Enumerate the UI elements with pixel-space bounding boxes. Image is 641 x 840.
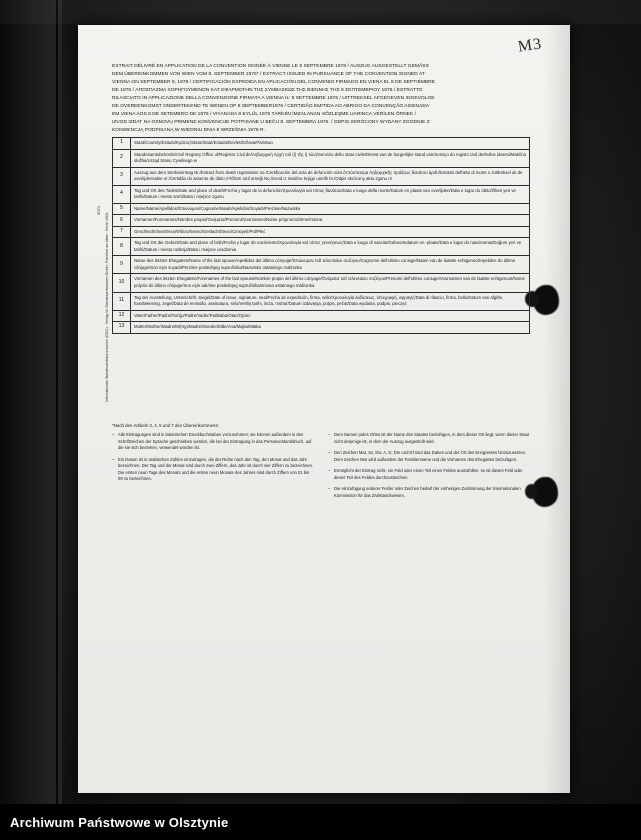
header-line: DEM ÜBEREINKOMMEN VON WIEN VOM 8. SEPTEMBER 1976* / EXTRACT ISSUED IN PURSUANCE OF THE CONVENTION SIGNED AT <box>112 71 425 77</box>
footnote-text: Alle Eintragungen sind in lateinischen Druckbuchstaben vorzunehmen; sie können außerdem in den Schriftzeichen der Sprache geschrieben werden, die bei der Eintragung in das Personenstandsbuch, auf die sie sich beziehen, verwendet worden ist. <box>118 432 312 450</box>
footnote-item <box>328 486 530 499</box>
row-number: 3 <box>113 167 131 185</box>
table-row <box>113 138 530 150</box>
footnote-item <box>328 450 530 463</box>
table-row <box>113 274 530 292</box>
table-row <box>113 167 530 185</box>
archive-caption-bar <box>0 804 641 840</box>
bullet-dash-icon: – <box>328 450 331 455</box>
footnote-text: Dem Namen jedes Ortes ist der Name des Staates beizufügen, in dem dieser Ort liegt, wenn dieser Staat nicht derjenige ist, in dem der Auszug ausgestellt wird. <box>334 432 530 444</box>
bullet-dash-icon: – <box>328 432 331 437</box>
row-label: Geschlecht/Sex/Sexo/Φῦλον/Sesso/Geslacht/Sexo/Cinsiyeti/Pol/Płeć <box>131 226 530 238</box>
table-row <box>113 226 530 238</box>
document-page <box>78 25 570 793</box>
footnote-column-left <box>112 432 314 504</box>
footnote-column-right <box>328 432 530 504</box>
form-number: 5074 <box>96 206 101 215</box>
form-fields-table <box>112 137 530 334</box>
table-row <box>113 185 530 203</box>
row-number: 2 <box>113 149 131 167</box>
row-number: 9 <box>113 256 131 274</box>
archive-caption-text: Archiwum Państwowe w Olsztynie <box>10 814 229 830</box>
row-label: Tag und Ort des Todes/Date and place of death/Fecha y lugar de la defunción/Χρονολογία καὶ τόπος θανάτου/Data e luogo della morte/Datum en plaats van overlijden/Data e lugar do óbito/Ölüm yeri ve tarihi/Datum i mesto smrti/Data i miejsce zgonu <box>131 185 530 203</box>
bullet-dash-icon: – <box>328 486 331 491</box>
bullet-dash-icon: – <box>112 456 115 462</box>
bullet-dash-icon: – <box>112 432 115 437</box>
row-number: 1 <box>113 138 131 150</box>
footnote-item <box>328 432 530 445</box>
footnote-text: Ein Datum ist in arabischen Zahlen einzutragen, die der Reihe nach den Tag, den Monat und das Jahr bezeichnen. Der Tag und der Monat sind durch zwei Ziffern, das Jahr ist durch vier Ziffern zu bezeichnen. Die ersten neun Tage des Monats und die ersten neun Monate des Jahres sind durch Ziffern von 01 bis 09 zu bezeichnen. <box>118 456 314 481</box>
header-line: EM VIENA AOS 8 DE SETEMBRO DE 1976 / VIYANADA 8 EYLÜL 1976 TARİHİN İMZALANAN SÖZLEŞME UARINCA VERİLEN ÖRNEK / <box>112 111 416 117</box>
footnote-item <box>328 468 530 481</box>
row-label: Name des letzten Ehegatten/Name of the last spouse/Apellidos del último cónyuge/Ἐπώνυμον τοῦ τελευταίου συζύγου/Cognome dell'ultimo coniuge/Naam van de laatste echtgenoot/Apelidos do último cônjuge/Son eşin soyadı/Prezime poslednjeg supružnika/Nazwisko ostatniego małżonka <box>131 256 530 274</box>
row-label: Tag und Ort der Geburt/Date and place of birth/Fecha y lugar de nacimiento/Χρονολογία καὶ τόπος γεννήσεως/Data e luogo di nascita/Geboortedatum en -plaats/Data e lugar do nascimento/Doğum yeri ve tarihi/Datum i mesto rođenja/Data i miejsce urodzenia <box>131 238 530 256</box>
row-number: 10 <box>113 274 131 292</box>
row-label: Standesamtsbehörde/Civil Registry Office of/Registro Civil de/Ληξιαρχική Αρχή τοῦ (ἤ τῆς ἤ τῶν)/Servizio dello stato civile/Dienst van de burgerlijke stand van/Serviço do registo civil de/Nüfus İdaresi/Matična služba/Urząd Stanu Cywilnego w <box>131 149 530 167</box>
publisher-credit: Internationale Standesamtskommission (CIEC) · Verlag für Standesamtswesen GmbH, Frankfurt am Main · Berlin 2004 <box>105 212 109 402</box>
row-label: Mutter/Mother/Madre/Μήτηρ/Madre/Moeder/Mãe/Ana/Majka/Matka <box>131 322 530 334</box>
footnote-text: Ermöglicht der Eintrag nicht, ein Feld oder einen Teil eines Feldes auszufüllen, so ist dieses Feld oder dieser Teil des Feldes durchzustreichen. <box>334 468 523 480</box>
table-row <box>113 203 530 215</box>
footnotes <box>112 423 530 504</box>
header-line: IZVOD IZDAT NA OSNOVU PRIMENE KONVENCIJE POTPISANE U BEČU 8. SEPTEMBRA 1976. / ODPIS SKRÓCONY WYDANY ZGODNIE Z <box>112 119 430 125</box>
row-number: 7 <box>113 226 131 238</box>
row-number: 5 <box>113 203 131 215</box>
row-label: Tag der Ausstellung, Unterschrift, Siegel/Date of issue, signature, seal/Fecha de expedición, firma, sello/Χρονολογία ἐκδόσεως, ὑπογραφή, σφραγίς/Data di rilascio, firma, bollo/Datum van afgifte, handtekening, zegel/Data de emissão, assinatura, selo/Veriliş tarihi, imza, mühür/Datum izdavanja, potpis, pečat/Data wydania, podpis, pieczęć <box>131 292 530 310</box>
footnote-text: Die Hinzufügung anderer Felder oder Zeichen bedarf der vorherigen Zustimmung der Internationalen Kommission für das Zivilstandswesen. <box>334 486 521 498</box>
table-row <box>113 238 530 256</box>
table-row <box>113 322 530 334</box>
footnote-title: *Nach den Artikeln 3, 4, 5 und 7 des Übereinkommens: <box>112 423 219 428</box>
handwritten-mark: M3 <box>516 35 544 56</box>
table-row <box>113 256 530 274</box>
footnote-text: Den Zeichen Mar, Sc, Div, A, D, Dm und Df sind das Datum und der Ort des Ereignisses hinzuzusetzen. Dem Zeichen Mar wird außerdem der Familienname und die Vornamen des Ehegatten beizufügen. <box>334 450 527 462</box>
convention-header <box>112 63 530 134</box>
row-number: 12 <box>113 310 131 322</box>
row-number: 6 <box>113 215 131 227</box>
row-label: Vornamen/Forenames/Nombre propio/Ὀνόματα/Prenomi/Voornamen/Nome próprio/Adı/Ime/Imiona <box>131 215 530 227</box>
bullet-dash-icon: – <box>328 468 331 473</box>
row-label: Vater/Father/Padre/Πατήρ/Padre/Vader/Pai/Baba/Otac/Ojciec <box>131 310 530 322</box>
row-label: Vornamen des letzten Ehegatten/Forenames of the last spouse/Nombre propio del último cónyuge/Ὀνόματα τοῦ τελευταίου συζύγου/Prenomi dell'ultimo coniuge/Voornamen van de laatste echtgenoot/Nome próprio do último cônjuge/Son eşin adı/Ime poslednjeg supružnika/Imiona ostatniego małżonka <box>131 274 530 292</box>
footnote-columns <box>112 432 530 504</box>
table-row <box>113 292 530 310</box>
footnote-item <box>112 432 314 452</box>
header-line: KONWENCJĄ PODPISANĄ W WIEDNIU DNIA 8 WRZEŚNIA 1976 R. <box>112 127 265 133</box>
scan-left-edge <box>0 0 62 840</box>
scan-edge-line <box>56 0 58 840</box>
row-label: Auszug aus dem Sterbeeintrag Nr./Extract from death registration no./Certificación del acta de defunción núm./Ἀπόσπασμα Ληξιαρχικῆς πράξεως θανάτου ἀριθ./Estratto dell'atto di morte n./Uittreksel uit de overlijdensakte nr./Certidão do assento de óbito nº/Ölüm sicil örneği No./Izvod iz matične knjige umrlih br./Odpis skrócony aktu zgonu nr <box>131 167 530 185</box>
header-line: EXTRAIT DÉLIVRÉ EN APPLICATION DE LA CONVENTION SIGNÉE À VIENNE LE 8 SEPTEMBRE 1976 / AUSZUG AUSGESTELLT GEMÄSS <box>112 64 429 69</box>
table-row <box>113 149 530 167</box>
row-label: Name/Name/Apellidos/Ἐπώνυμον/Cognome/Naam/Apelidos/Soyadı/Prezime/Nazwisko <box>131 203 530 215</box>
row-number: 8 <box>113 238 131 256</box>
header-line: RILASCIATO IN APPLICAZIONE DELLA CONVENZIONE FIRMATA A VIENNA IL' 8 SETTEMBRE 1976 / UITTREKSEL AFGEGEVEN INGEVOLGE <box>112 95 435 101</box>
header-line: VIENNA ON SEPTEMBER 8, 1976 / CERTIFICACIÓN EXPEDIDA EN APLICACIÓN DEL CONVENIO FIRMADO EN VIENA EL 8 DE SEPTIEMBRE <box>112 79 436 85</box>
row-label: Staat/Country/Estado/Κράτος/Stato/Staat/Estado/Devlet/Država/Państwo <box>131 138 530 150</box>
table-row <box>113 310 530 322</box>
table-row <box>113 215 530 227</box>
row-number: 13 <box>113 322 131 334</box>
footnote-item <box>112 457 314 483</box>
header-line: DE 1976 / ΑΠΟΣΠΑΣΜΑ ΧΟΡΗΓΟΥΜΕΝΟΝ ΚΑΤ ΕΦΑΡΜΟΓΗΝ ΤΗΣ ΣΥΜΒΑΣΕΩΣ ΤΗΣ ΒΙΕΝΝΗΣ ΤΗΣ 8 ΣΕΠΤΕΜΒΡΙΟΥ 1976 / ESTRATTO <box>112 87 423 93</box>
header-line: DE OVEREENKOMST ONDERTEKEND TE WENEN OP 8 SEPTEMBER1976 / CERTIDÃO EMITIDA AO ABRIGO DA CONVENÇÃO ASSINADA <box>112 103 430 109</box>
row-number: 4 <box>113 185 131 203</box>
row-number: 11 <box>113 292 131 310</box>
